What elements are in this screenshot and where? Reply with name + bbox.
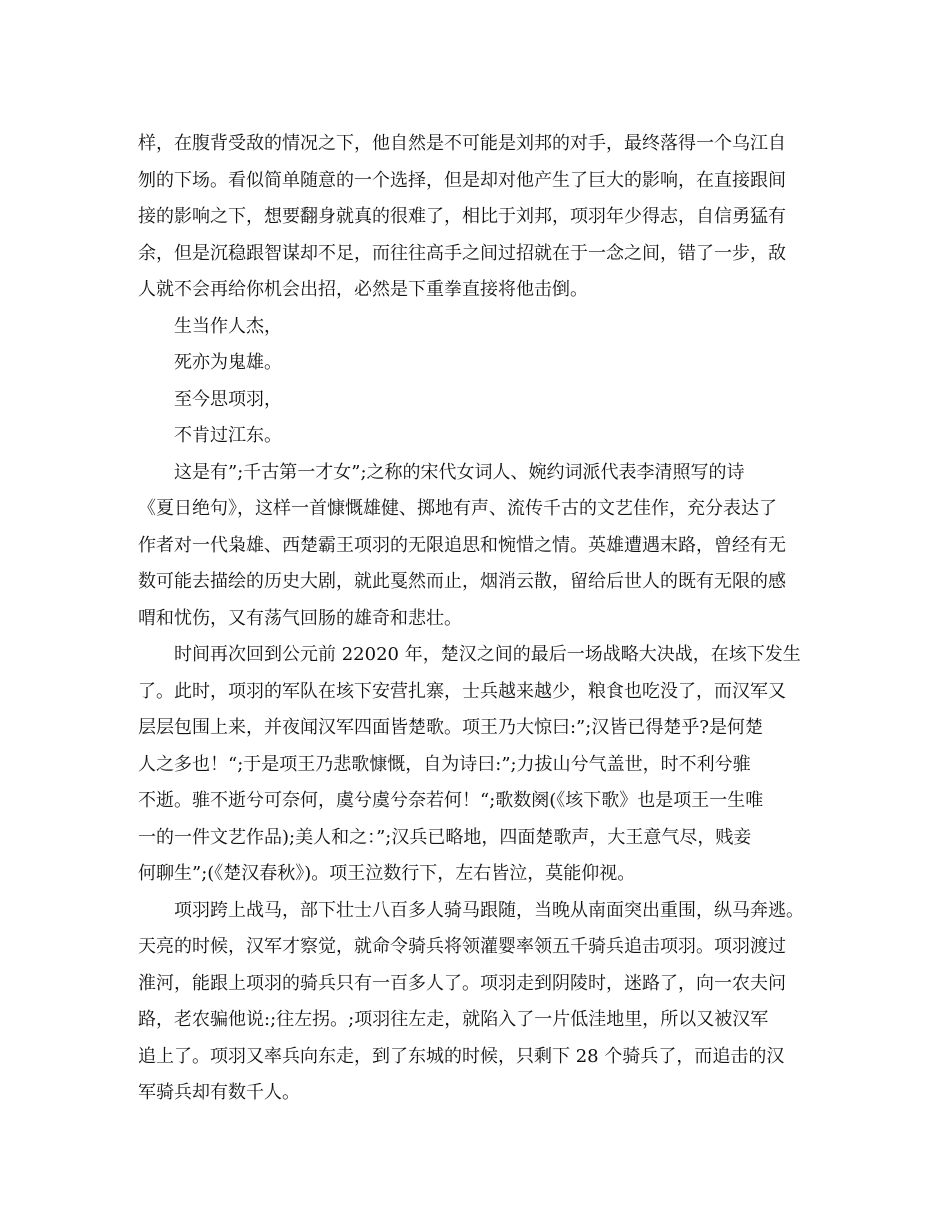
text-line: 死亦为鬼雄。 (174, 352, 282, 373)
text-line: 至今思项羽， (174, 388, 282, 410)
text-line: 天亮的时候，汉军才察觉，就命令骑兵将领灌婴率领五千骑兵追击项羽。项羽渡过 (138, 936, 786, 957)
text-line: 何聊生”;(《楚汉春秋》)。项王泣数行下，左右皆泣，莫能仰视。 (138, 863, 636, 884)
text-line: 喟和忧伤，又有荡气回肠的雄奇和悲壮。 (138, 607, 462, 629)
text-line: 这是有”;千古第一才女”;之称的宋代女词人、婉约词派代表李清照写的诗 (174, 461, 745, 483)
text-line: 时间再次回到公元前 22020 年，楚汉之间的最后一场战略大决战，在垓下发生 (174, 644, 801, 665)
text-line: 作者对一代枭雄、西楚霸王项羽的无限追思和惋惜之情。英雄遭遇末路，曾经有无 (138, 534, 786, 556)
text-line: 不肯过江东。 (174, 425, 282, 446)
text-line: 人之多也！“;于是项王乃悲歌慷慨，自为诗曰:”;力拔山兮气盖世，时不利兮骓 (138, 753, 751, 775)
text-line: 刎的下场。看似简单随意的一个选择，但是却对他产生了巨大的影响，在直接跟间 (138, 169, 786, 191)
document-body (138, 126, 828, 1112)
text-line: 军骑兵却有数千人。 (138, 1082, 300, 1103)
text-line: 余，但是沉稳跟智谋却不足，而往往高手之间过招就在于一念之间，错了一步，敌 (138, 242, 786, 264)
text-line: 《夏日绝句》，这样一首慷慨雄健、掷地有声、流传千古的文艺佳作，充分表达了 (138, 498, 777, 519)
text-line: 追上了。项羽又率兵向东走，到了东城的时候，只剩下 28 个骑兵了，而追击的汉 (138, 1045, 785, 1067)
text-line: 生当作人杰， (174, 315, 282, 337)
text-line: 样，在腹背受敌的情况之下，他自然是不可能是刘邦的对手，最终落得一个乌江自 (138, 133, 786, 154)
text-line: 人就不会再给你机会出招，必然是下重拳直接将他击倒。 (138, 279, 588, 300)
text-line: 数可能去描绘的历史大剧，就此戛然而止，烟消云散，留给后世人的既有无限的感 (138, 571, 786, 592)
text-line: 了。此时，项羽的军队在垓下安营扎寨，士兵越来越少，粮食也吃没了，而汉军又 (138, 680, 786, 702)
text-line: 一的一件文艺作品);美人和之：”;汉兵已略地，四面楚歌声，大王意气尽，贱妾 (138, 826, 752, 848)
text-line: 层层包围上来，并夜闻汉军四面皆楚歌。项王乃大惊曰:”;汉皆已得楚乎?是何楚 (138, 717, 763, 738)
text-line: 淮河，能跟上项羽的骑兵只有一百多人了。项羽走到阴陵时，迷路了，向一农夫问 (138, 972, 786, 994)
text-line: 项羽跨上战马，部下壮士八百多人骑马跟随，当晚从南面突出重围，纵马奔逃。 (174, 899, 804, 921)
text-line: 不逝。骓不逝兮可奈何，虞兮虞兮奈若何！“;歌数阕(《垓下歌》也是项王一生唯 (138, 790, 764, 811)
text-line: 路，老农骗他说:;往左拐。;项羽往左走，就陷入了一片低洼地里，所以又被汉军 (138, 1009, 769, 1030)
text-line: 接的影响之下，想要翻身就真的很难了，相比于刘邦，项羽年少得志，自信勇猛有 (138, 206, 786, 227)
